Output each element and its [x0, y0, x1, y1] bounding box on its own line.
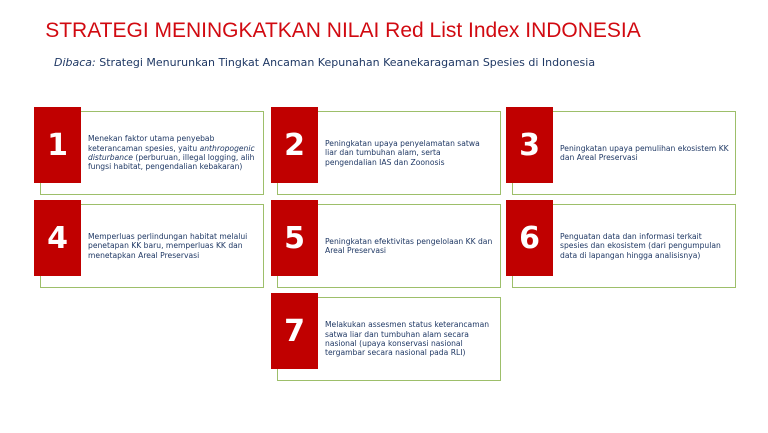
strategy-number-3: 3 [506, 107, 553, 183]
strategy-text-5 [325, 205, 494, 287]
strategy-number-7: 7 [271, 293, 318, 369]
strategy-card-6 [512, 204, 736, 288]
page-title: STRATEGI MENINGKATKAN NILAI Red List Index INDONESIA [45, 19, 641, 42]
strategy-text-4-body: Memperluas perlindungan habitat melalui penetapan KK baru, memperluas KK dan menetapkan Areal Preservasi [88, 231, 248, 260]
strategy-number-2: 2 [271, 107, 318, 183]
subtitle-text: Strategi Menurunkan Tingkat Ancaman Kepunahan Keanekaragaman Spesies di Indonesia [95, 56, 596, 69]
strategy-number-6: 6 [506, 200, 553, 276]
strategy-number-5: 5 [271, 200, 318, 276]
strategy-text-3-body: Peningkatan upaya pemulihan ekosistem KK dan Areal Preservasi [560, 143, 729, 162]
strategy-text-2-body: Peningkatan upaya penyelamatan satwa liar dan tumbuhan alam, serta pengendalian IAS dan Zoonosis [325, 138, 480, 167]
strategy-card-3 [512, 111, 736, 195]
strategy-text-7 [325, 298, 494, 380]
strategy-text-1-part-b: (perburuan, illegal logging, alih fungsi habitat, pengendalian kebakaran) [88, 153, 255, 172]
strategy-text-7-body: Melakukan assesmen status keterancaman satwa liar dan tumbuhan alam secara nasional (upaya konservasi nasional tergambar secara nasional pada RLI) [325, 320, 490, 358]
strategy-card-4 [40, 204, 264, 288]
strategy-text-2 [325, 112, 494, 194]
strategy-text-1-part-a: Menekan faktor utama penyebab keterancaman spesies, yaitu [88, 134, 215, 153]
strategy-card-1 [40, 111, 264, 195]
strategy-text-6-body: Penguatan data dan informasi terkait spesies dan ekosistem (dari pengumpulan data di lapangan hingga analisisnya) [560, 231, 721, 260]
strategy-number-4: 4 [34, 200, 81, 276]
strategy-text-5-body: Peningkatan efektivitas pengelolaan KK dan Areal Preservasi [325, 236, 493, 255]
strategy-text-1-emphasis: anthropogenic disturbance [88, 143, 255, 162]
strategy-card-5 [277, 204, 501, 288]
strategy-text-1 [88, 112, 257, 194]
strategy-text-3 [560, 112, 729, 194]
strategy-number-1: 1 [34, 107, 81, 183]
strategy-text-4 [88, 205, 257, 287]
strategy-text-6 [560, 205, 729, 287]
subtitle [54, 56, 754, 69]
subtitle-lead: Dibaca: [54, 56, 96, 69]
strategy-card-7 [277, 297, 501, 381]
strategy-card-2 [277, 111, 501, 195]
